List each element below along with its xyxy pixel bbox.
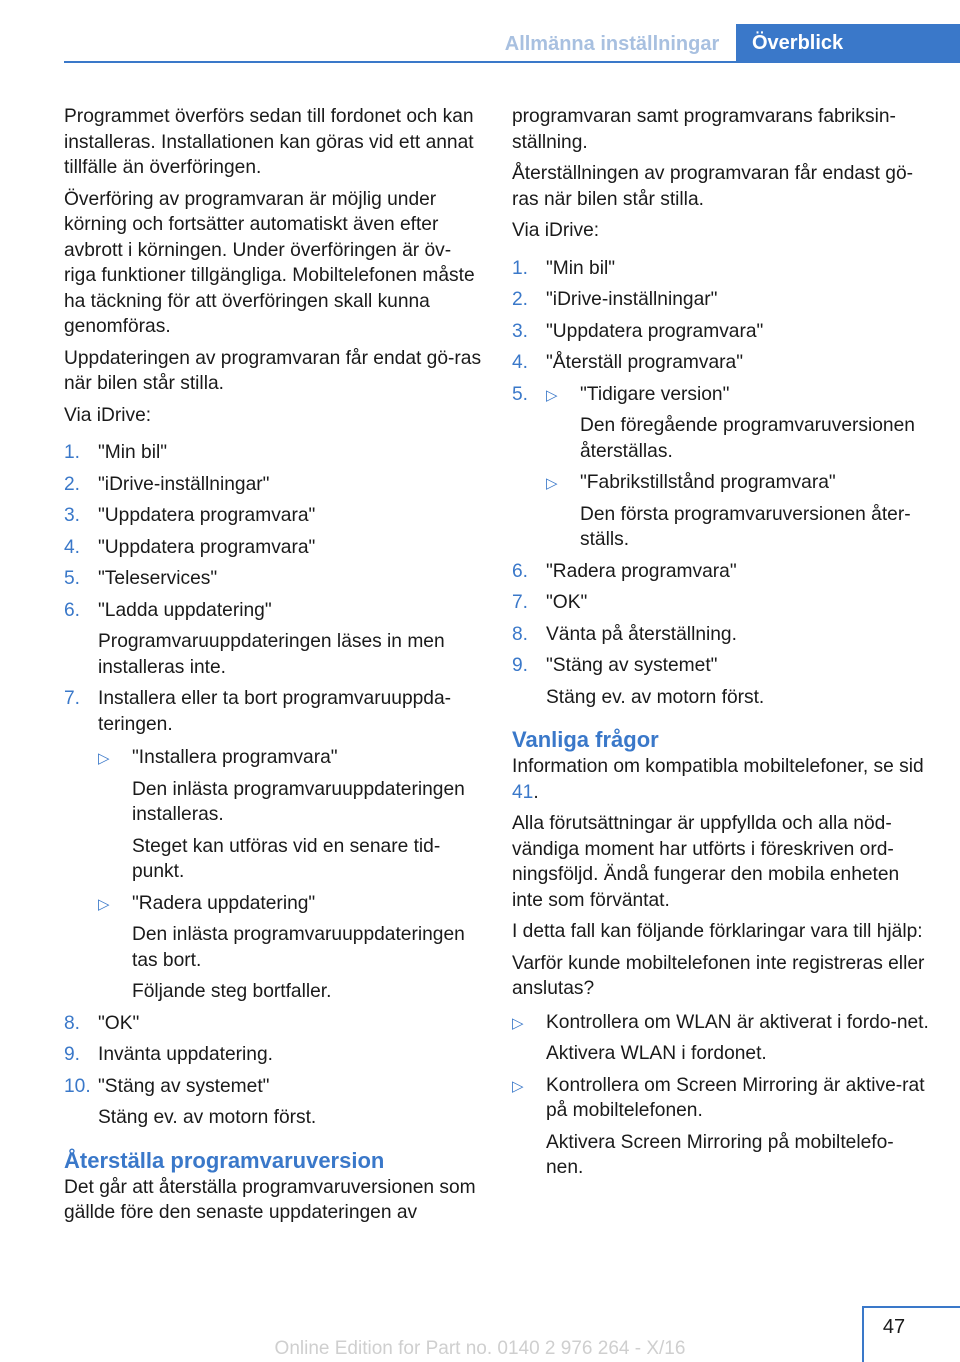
step-text: "Ladda uppdatering"	[98, 599, 272, 621]
step-note: Stäng ev. av motorn först.	[98, 1107, 317, 1128]
list-item	[64, 1074, 482, 1131]
step-text: Installera eller ta bort programvaruuppda-teringen.	[98, 688, 452, 735]
list-item	[512, 382, 930, 553]
step-note: Programvaruuppdateringen läses in men installeras inte.	[98, 631, 445, 678]
paragraph: I detta fall kan följande förklaringar vara till hjälp:	[512, 921, 923, 942]
list-item	[512, 1010, 930, 1067]
option-note: Steget kan utföras vid en senare tid-punkt.	[132, 835, 441, 882]
update-steps-list	[64, 440, 482, 1131]
step-number: 9.	[64, 1044, 81, 1065]
bullet-note: Aktivera WLAN i fordonet.	[546, 1043, 767, 1064]
triangle-bullet-icon: ▷	[98, 895, 110, 913]
step-text: "Stäng av systemet"	[98, 1075, 270, 1097]
header-tab: Överblick	[736, 24, 960, 62]
list-item	[512, 256, 930, 282]
header-rule	[64, 61, 960, 63]
bullet-note: Aktivera Screen Mirroring på mobiltelefo-nen.	[546, 1131, 894, 1178]
option-list	[98, 745, 482, 1005]
triangle-bullet-icon: ▷	[546, 475, 558, 492]
list-item	[64, 535, 482, 561]
option-text: "Fabrikstillstånd programvara"	[580, 472, 836, 493]
step-text: Vänta på återställning.	[546, 623, 737, 645]
bullet-text: Kontrollera om WLAN är aktiverat i fordo-net.	[546, 1011, 929, 1033]
left-column	[64, 104, 482, 1232]
option-note: Följande steg bortfaller.	[132, 981, 332, 1002]
step-text: "Stäng av systemet"	[546, 655, 718, 676]
step-text: "Uppdatera programvara"	[98, 536, 316, 558]
step-number: 6.	[64, 599, 81, 621]
step-number: 5.	[512, 383, 529, 405]
list-item	[64, 566, 482, 592]
right-column	[512, 104, 930, 1187]
list-item	[512, 1073, 930, 1181]
step-text: "Återställ programvara"	[546, 352, 744, 373]
option-note: Den första programvaruversionen åter-ställs.	[580, 503, 911, 550]
list-item	[512, 559, 930, 585]
list-item	[512, 287, 930, 313]
list-item	[64, 686, 482, 1005]
paragraph: Alla förutsättningar är uppfyllda och alla nöd-vändiga moment har utförts i föreskriven ord-ningsföljd. Ändå fungerar den mobila enheten inte som förväntat.	[512, 813, 900, 911]
paragraph: Det går att återställa programvaruversionen som gällde före den senaste uppdateringen av	[64, 1176, 476, 1223]
step-number: 2.	[512, 289, 529, 310]
step-text: "Teleservices"	[98, 568, 218, 589]
paragraph: Via iDrive:	[512, 220, 600, 241]
paragraph: programvaran samt programvarans fabriksin-ställning.	[512, 106, 896, 153]
footer-edition: Online Edition for Part no. 0140 2 976 264 - X/16	[274, 1338, 686, 1359]
step-number: 7.	[512, 592, 529, 613]
step-number: 7.	[64, 688, 81, 709]
page-reference-link[interactable]: 41	[512, 781, 534, 803]
step-text: "Min bil"	[98, 442, 168, 463]
option-text: "Radera uppdatering"	[132, 892, 316, 914]
list-item	[64, 440, 482, 466]
step-text: Invänta uppdatering.	[98, 1044, 273, 1065]
step-number: 6.	[512, 560, 529, 582]
step-number: 8.	[512, 623, 529, 645]
step-text: "iDrive-inställningar"	[98, 473, 270, 495]
step-number: 4.	[64, 536, 81, 558]
list-item	[64, 503, 482, 529]
step-number: 3.	[512, 320, 529, 342]
paragraph: Överföring av programvaran är möjlig under körning och fortsätter automatiskt även efter avbrott i körningen. Under överföringen är öv-riga funktioner tillgängliga. Mobiltelefonen måste ha täckning för att överföringen skall kunna genomföras.	[64, 188, 475, 337]
step-number: 8.	[64, 1012, 81, 1034]
option-item	[546, 382, 930, 465]
triangle-bullet-icon: ▷	[512, 1014, 524, 1032]
option-text: "Installera programvara"	[132, 747, 338, 768]
faq-bullet-list	[512, 1010, 930, 1181]
step-text: "OK"	[98, 1012, 140, 1034]
paragraph-text: Information om kompatibla mobiltelefoner, se sid	[512, 756, 924, 777]
step-text: "Uppdatera programvara"	[546, 320, 764, 342]
header-section-title: Allmänna inställningar	[504, 33, 720, 55]
step-number: 9.	[512, 655, 529, 676]
step-number: 4.	[512, 352, 529, 373]
list-item	[512, 319, 930, 345]
step-text: "Uppdatera programvara"	[98, 505, 316, 526]
step-number: 1.	[64, 442, 81, 463]
section-heading: Vanliga frågor	[512, 727, 659, 752]
list-item	[512, 590, 930, 616]
option-item	[546, 470, 930, 553]
list-item	[64, 598, 482, 681]
paragraph: Uppdateringen av programvaran får endat gö-ras när bilen står stilla.	[64, 347, 482, 394]
paragraph: Varför kunde mobiltelefonen inte registreras eller anslutas?	[512, 952, 925, 999]
option-note: Den föregående programvaruversionen återställas.	[580, 415, 915, 462]
step-number: 10.	[64, 1075, 91, 1097]
paragraph: Via iDrive:	[64, 404, 152, 426]
page-number: 47	[882, 1316, 906, 1338]
step-text: "iDrive-inställningar"	[546, 289, 718, 310]
page-header	[0, 0, 960, 62]
triangle-bullet-icon: ▷	[98, 750, 110, 767]
list-item	[64, 1042, 482, 1068]
option-item	[98, 745, 482, 885]
step-number: 2.	[64, 473, 81, 495]
step-note: Stäng ev. av motorn först.	[546, 686, 765, 708]
list-item	[512, 653, 930, 710]
paragraph-text: .	[533, 781, 539, 803]
triangle-bullet-icon: ▷	[512, 1077, 524, 1095]
option-list	[546, 382, 930, 553]
triangle-bullet-icon: ▷	[546, 386, 558, 404]
step-number: 3.	[64, 505, 81, 526]
paragraph: Programmet överförs sedan till fordonet och kan installeras. Installationen kan göras vid ett annat tillfälle än överföringen.	[64, 106, 474, 178]
page-number-rule	[862, 1306, 960, 1308]
step-text: "OK"	[546, 592, 588, 613]
step-text: "Min bil"	[546, 257, 616, 279]
step-number: 5.	[64, 568, 81, 589]
paragraph: Återställningen av programvaran får endast gö-ras när bilen står stilla.	[512, 163, 914, 210]
option-text: "Tidigare version"	[580, 383, 730, 405]
list-item	[512, 350, 930, 376]
option-item	[98, 891, 482, 1005]
step-text: "Radera programvara"	[546, 560, 737, 582]
list-item	[64, 472, 482, 498]
option-note: Den inlästa programvaruuppdateringen installeras.	[132, 778, 465, 825]
list-item	[512, 622, 930, 648]
section-heading: Återställa programvaruversion	[64, 1147, 385, 1173]
restore-steps-list	[512, 256, 930, 711]
step-number: 1.	[512, 257, 529, 279]
list-item	[64, 1011, 482, 1037]
paragraph	[512, 754, 930, 805]
bullet-text: Kontrollera om Screen Mirroring är aktive-rat på mobiltelefonen.	[546, 1074, 925, 1121]
option-note: Den inlästa programvaruuppdateringen tas bort.	[132, 924, 465, 971]
